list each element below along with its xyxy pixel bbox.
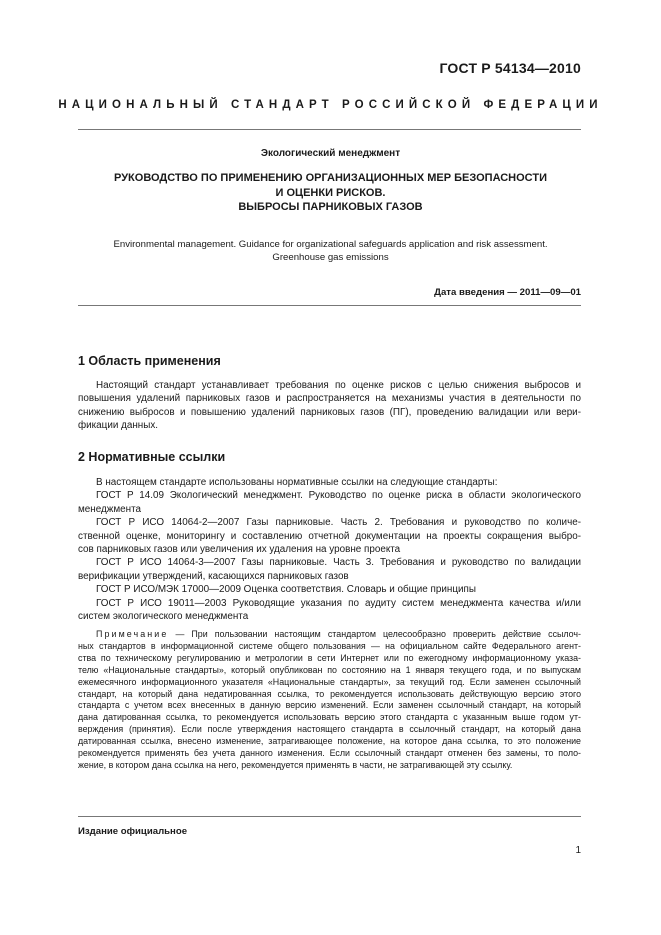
- note-line: ежемесячного информационного указателя «Национальные стандарты», за текущий год. Если заменен ссылочный: [78, 676, 581, 687]
- section-2-body: [78, 476, 581, 623]
- reference-line: менеджмента: [78, 503, 142, 515]
- reference-line: ственной оценке, мониторингу и составлению отчетной документации на проекты сокращения выбро-: [78, 530, 581, 542]
- document-title: [0, 171, 661, 215]
- body-line: фикации данных.: [78, 420, 159, 432]
- title-line: РУКОВОДСТВО ПО ПРИМЕНЕНИЮ ОРГАНИЗАЦИОННЫХ МЕР БЕЗОПАСНОСТИ: [114, 172, 547, 184]
- note-first-line: [78, 629, 581, 641]
- note-text: — При пользовании настоящим стандартом целесообразно проверить действие ссылоч-: [168, 629, 581, 639]
- note-line: верждения (принятия). Если после утверждения настоящего стандарта в ссылочный стандарт, на который дана: [78, 724, 581, 735]
- edition-label: Издание официальное: [78, 826, 188, 837]
- english-title-line: Greenhouse gas emissions: [272, 252, 389, 263]
- subject-line: Экологический менеджмент: [260, 148, 401, 159]
- note-line: дана датированная ссылка, то рекомендуется использовать версию этого стандарта с указанным выше годом ут-: [78, 712, 581, 723]
- note-line: жение, в котором дана ссылка на него, рекомендуется применять в части, не затрагивающей эту ссылку.: [78, 759, 513, 770]
- note-line: стандарт, на который дана недатированная ссылка, то рекомендуется использовать действующую версию этого: [78, 688, 581, 699]
- english-title-line: Environmental management. Guidance for organizational safeguards application and risk assessment.: [113, 239, 548, 250]
- body-line: повышения удалений парниковых газов и распространяется на механизмы участия в деятельности по: [78, 393, 581, 405]
- effective-date: Дата введения — 2011—09—01: [434, 287, 581, 298]
- note-line: ных стандартов в информационной системе общего пользования — на официальном сайте Федерального агент-: [78, 640, 581, 651]
- body-line: Настоящий стандарт устанавливает требования по оценке рисков с целью снижения выбросов и: [96, 380, 581, 391]
- reference-line: сов парниковых газов или увеличения их удаления на уровне проекта: [78, 544, 401, 556]
- section-1-heading: 1 Область применения: [78, 354, 221, 368]
- reference-line: ГОСТ Р ИСО/МЭК 17000—2009 Оценка соответствия. Словарь и общие принципы: [96, 584, 476, 596]
- body-line: В настоящем стандарте использованы нормативные ссылки на следующие стандарты:: [96, 477, 498, 488]
- middle-divider: [78, 305, 581, 306]
- reference-line: верификации утверждений, касающихся парниковых газов: [78, 570, 349, 582]
- note-line: телю «Национальные стандарты», который опубликован по состоянию на 1 января текущего года, и по выпускам: [78, 664, 581, 675]
- section-1-body: [78, 379, 581, 433]
- section-2-heading: 2 Нормативные ссылки: [78, 450, 226, 464]
- note-block: [78, 629, 581, 772]
- english-title: [0, 238, 661, 264]
- note-line: ства по техническому регулированию и метрологии в сети Интернет или по ежегодному информационному указа-: [78, 652, 581, 663]
- reference-line: ГОСТ Р ИСО 14064-3—2007 Газы парниковые. Часть 3. Требования и руководство по валидации: [96, 557, 581, 569]
- national-standard-heading: НАЦИОНАЛЬНЫЙ СТАНДАРТ РОССИЙСКОЙ ФЕДЕРАЦИИ: [58, 99, 603, 111]
- body-line: снижению выбросов и повышению удалений парниковых газов (ПГ), проведению валидации или вери-: [78, 406, 581, 418]
- bottom-divider: [78, 816, 581, 817]
- reference-line: ГОСТ Р ИСО 14064-2—2007 Газы парниковые. Часть 2. Требования и руководство по количе-: [96, 517, 581, 529]
- page-number: 1: [575, 845, 581, 856]
- reference-line: ГОСТ Р 14.09 Экологический менеджмент. Руководство по оценке риска в области экологического: [96, 490, 581, 502]
- note-line: датированная ссылка, внесено изменение, затрагивающее положение, на которое дана ссылка, то это положение: [78, 736, 581, 747]
- title-line: ВЫБРОСЫ ПАРНИКОВЫХ ГАЗОВ: [238, 201, 423, 213]
- note-label: Примечание: [96, 629, 169, 639]
- top-divider: [78, 129, 581, 130]
- document-number: ГОСТ Р 54134—2010: [439, 60, 581, 76]
- reference-line: ГОСТ Р ИСО 19011—2003 Руководящие указания по аудиту систем менеджмента качества и/или: [96, 597, 581, 609]
- note-line: стандарта с учетом всех внесенных в данную версию изменений. Если заменен ссылочный стандарт, на который: [78, 700, 581, 711]
- reference-line: систем экологического менеджмента: [78, 611, 249, 623]
- note-line: рекомендуется применять без учета данного изменения. Если ссылочный стандарт отменен без замены, то поло-: [78, 748, 581, 759]
- title-line: И ОЦЕНКИ РИСКОВ.: [275, 186, 386, 199]
